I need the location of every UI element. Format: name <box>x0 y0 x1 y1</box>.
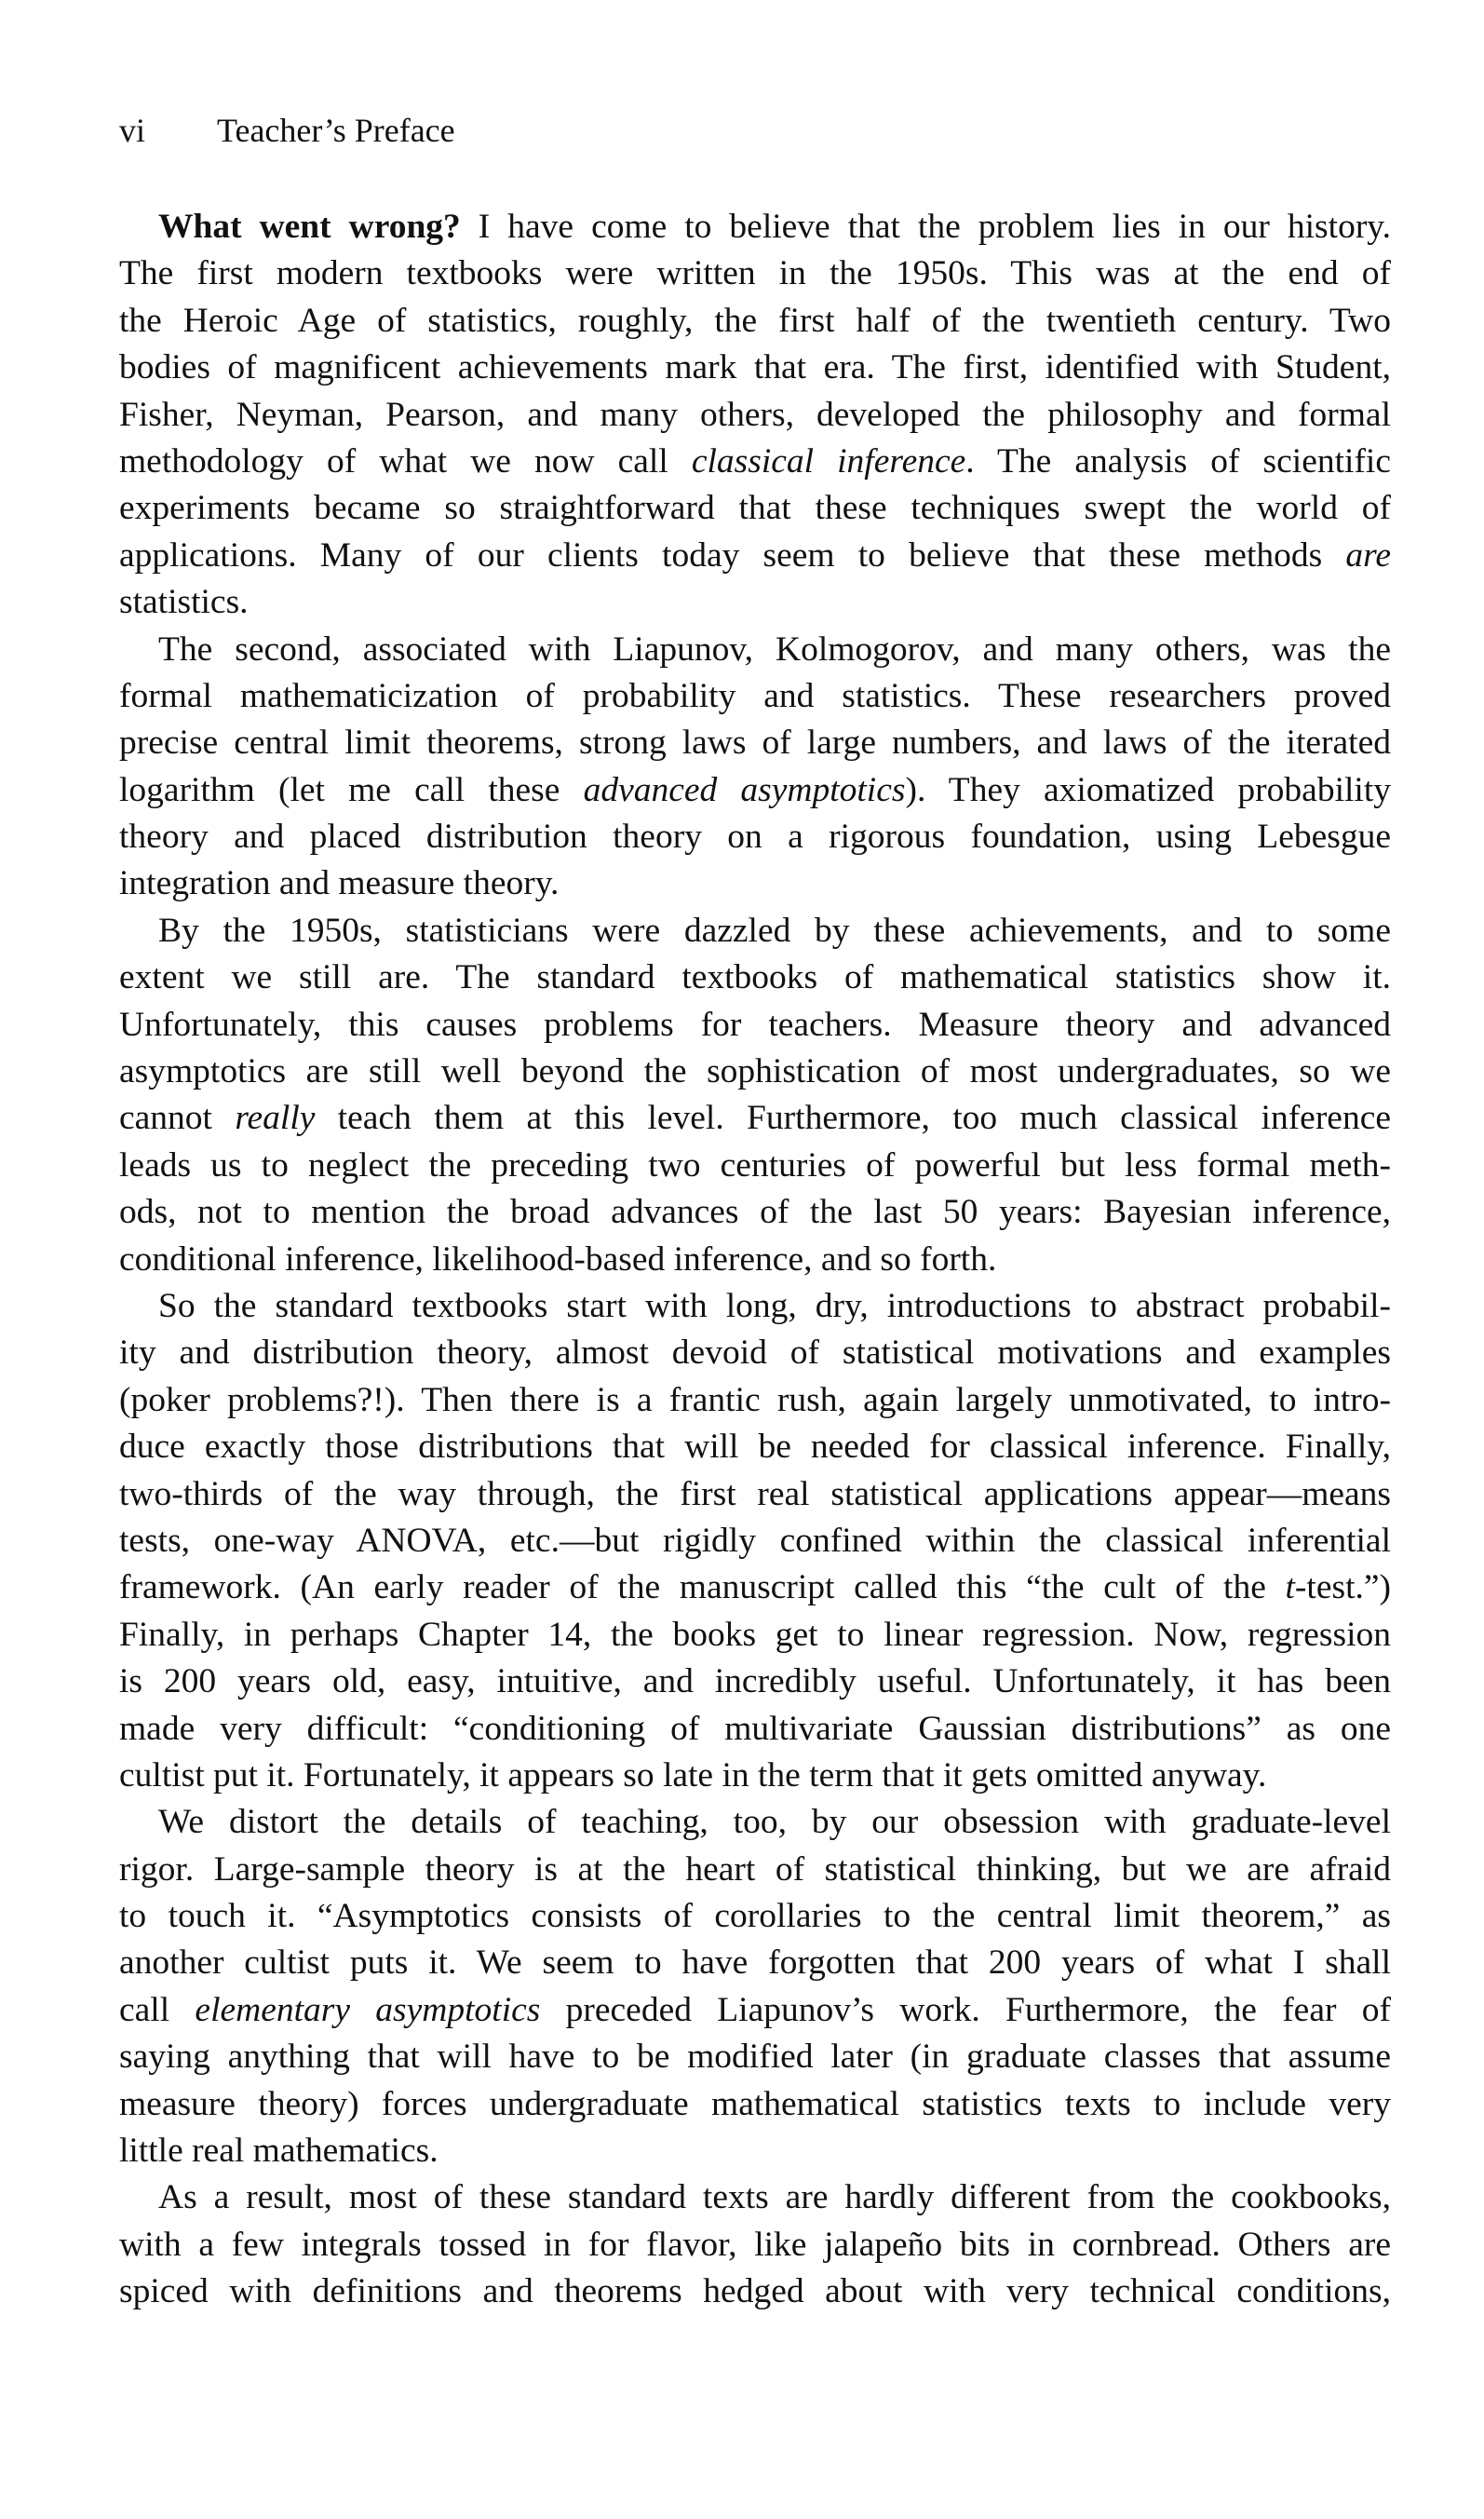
text-line <box>119 1659 1391 1705</box>
text-run: integration and measure theory. <box>119 864 560 903</box>
text-line <box>119 1471 1391 1518</box>
text-line <box>119 1377 1391 1424</box>
text-line <box>119 627 1391 673</box>
text-line <box>119 1940 1391 1986</box>
italic-text: classical inference <box>691 441 966 481</box>
text-line <box>119 720 1391 766</box>
text-run: cannot <box>119 1099 236 1138</box>
text-line <box>119 1564 1391 1611</box>
text-line <box>119 439 1391 485</box>
text-run: asymptotics are still well beyond the sophistication of most undergraduates, so we <box>119 1052 1391 1091</box>
text-run: framework. (An early reader of the manuscript called this “the cult of the <box>119 1568 1286 1607</box>
text-run: another cultist puts it. We seem to have forgotten that 200 years of what I shall <box>119 1943 1391 1983</box>
text-run: spiced with definitions and theorems hedged about with very technical conditions, <box>119 2272 1391 2311</box>
text-run: So the standard textbooks start with long, dry, introductions to abstract probabil- <box>158 1286 1391 1325</box>
text-line <box>119 673 1391 720</box>
text-run: Finally, in perhaps Chapter 14, the books get to linear regression. Now, regression <box>119 1615 1391 1654</box>
text-line <box>119 298 1391 345</box>
text-run: teach them at this level. Furthermore, too much classical inference <box>315 1099 1391 1138</box>
text-run: is 200 years old, easy, intuitive, and incredibly useful. Unfortunately, it has been <box>119 1662 1391 1701</box>
text-line <box>119 1049 1391 1095</box>
text-run: Unfortunately, this causes problems for teachers. Measure theory and advanced <box>119 1005 1391 1044</box>
text-run: little real mathematics. <box>119 2132 438 2171</box>
running-title: Teacher’s Preface <box>217 112 455 149</box>
text-line <box>119 485 1391 532</box>
text-line <box>119 1847 1391 1893</box>
text-line <box>119 2081 1391 2128</box>
text-line <box>119 1518 1391 1564</box>
text-line <box>119 1189 1391 1236</box>
text-run: We distort the details of teaching, too, by our obsession with graduate-level <box>158 1803 1391 1842</box>
text-line <box>119 814 1391 860</box>
text-run: theory and placed distribution theory on a rigorous foundation, using Lebesgue <box>119 818 1391 857</box>
text-line <box>119 204 1391 251</box>
running-header <box>119 110 455 151</box>
text-run: By the 1950s, statisticians were dazzled by these achievements, and to some <box>158 911 1391 950</box>
text-run: saying anything that will have to be modified later (in graduate classes that assume <box>119 2038 1391 2077</box>
text-run: applications. Many of our clients today seem to believe that these methods <box>119 535 1346 575</box>
text-line <box>119 908 1391 955</box>
text-run: statistics. <box>119 583 249 622</box>
text-line <box>119 2174 1391 2221</box>
text-run: The first modern textbooks were written in the 1950s. This was at the end of <box>119 254 1391 293</box>
text-run: the Heroic Age of statistics, roughly, the first half of the twentieth century. Two <box>119 301 1391 340</box>
text-run: cultist put it. Fortunately, it appears so late in the term that it gets omitted anyway. <box>119 1755 1267 1794</box>
text-line <box>119 1987 1391 2034</box>
text-line <box>119 860 1391 907</box>
text-run: made very difficult: “conditioning of multivariate Gaussian distributions” as one <box>119 1709 1391 1748</box>
italic-text: advanced asymptotics <box>583 770 906 809</box>
text-line <box>119 1706 1391 1753</box>
text-run: ). They axiomatized probability <box>905 770 1391 809</box>
text-line <box>119 1799 1391 1846</box>
text-run: Fisher, Neyman, Pearson, and many others, developed the philosophy and formal <box>119 395 1391 434</box>
text-line <box>119 1330 1391 1376</box>
text-run: two-thirds of the way through, the first real statistical applications appear—means <box>119 1474 1391 1513</box>
text-line <box>119 1002 1391 1049</box>
text-line <box>119 392 1391 439</box>
text-line <box>119 1143 1391 1189</box>
text-line <box>119 533 1391 579</box>
text-line <box>119 1612 1391 1659</box>
text-run: duce exactly those distributions that will be needed for classical inference. Finally, <box>119 1428 1391 1467</box>
text-run: tests, one-way ANOVA, etc.—but rigidly confined within the classical inferential <box>119 1521 1391 1560</box>
text-run: . The analysis of scientific <box>965 441 1391 481</box>
text-line <box>119 2128 1391 2174</box>
text-line <box>119 1893 1391 1940</box>
text-line <box>119 2268 1391 2315</box>
text-run: ity and distribution theory, almost devoid of statistical motivations and examples <box>119 1334 1391 1373</box>
text-run: logarithm (let me call these <box>119 770 584 809</box>
text-line <box>119 1095 1391 1142</box>
text-run: to touch it. “Asymptotics consists of corollaries to the central limit theorem,” as <box>119 1897 1391 1936</box>
text-run: experiments became so straightforward that these techniques swept the world of <box>119 489 1391 528</box>
italic-text: elementary asymptotics <box>195 1990 541 2029</box>
text-line <box>119 767 1391 814</box>
italic-text: really <box>235 1099 316 1138</box>
text-run: -test.”) <box>1294 1568 1391 1607</box>
text-run: I have come to believe that the problem lies in our history. <box>460 208 1391 246</box>
text-run: conditional inference, likelihood-based inference, and so forth. <box>119 1239 997 1279</box>
text-line <box>119 1237 1391 1283</box>
text-line <box>119 251 1391 297</box>
text-line <box>119 579 1391 626</box>
text-line <box>119 1424 1391 1470</box>
text-run: leads us to neglect the preceding two centuries of powerful but less formal meth- <box>119 1145 1391 1185</box>
text-run: preceded Liapunov’s work. Furthermore, the fear of <box>540 1990 1391 2029</box>
text-run: methodology of what we now call <box>119 441 692 481</box>
text-line <box>119 1283 1391 1330</box>
text-run: As a result, most of these standard texts are hardly different from the cookbooks, <box>158 2178 1391 2217</box>
text-line <box>119 1753 1391 1799</box>
text-run: call <box>119 1990 196 2029</box>
text-run: (poker problems?!). Then there is a frantic rush, again largely unmotivated, to intro- <box>119 1380 1391 1419</box>
text-run: ods, not to mention the broad advances of the last 50 years: Bayesian inference, <box>119 1193 1391 1232</box>
text-run: precise central limit theorems, strong laws of large numbers, and laws of the iterated <box>119 724 1391 763</box>
text-run: with a few integrals tossed in for flavor, like jalapeño bits in cornbread. Others are <box>119 2225 1391 2264</box>
italic-text: are <box>1345 535 1391 575</box>
page-number: vi <box>119 112 146 149</box>
text-run: The second, associated with Liapunov, Kolmogorov, and many others, was the <box>158 630 1391 669</box>
text-run: extent we still are. The standard textbooks of mathematical statistics show it. <box>119 958 1391 997</box>
bold-text: What went wrong? <box>158 208 461 246</box>
text-line <box>119 345 1391 391</box>
italic-text: t <box>1285 1568 1295 1607</box>
text-line <box>119 955 1391 1001</box>
text-run: measure theory) forces undergraduate mathematical statistics texts to include very <box>119 2084 1391 2123</box>
text-line <box>119 2222 1391 2268</box>
text-run: rigor. Large-sample theory is at the heart of statistical thinking, but we are afraid <box>119 1849 1391 1889</box>
text-line <box>119 2034 1391 2080</box>
text-run: formal mathematicization of probability and statistics. These researchers proved <box>119 676 1391 715</box>
body-text <box>119 204 1391 2316</box>
text-run: bodies of magnificent achievements mark that era. The first, identified with Student, <box>119 348 1391 387</box>
